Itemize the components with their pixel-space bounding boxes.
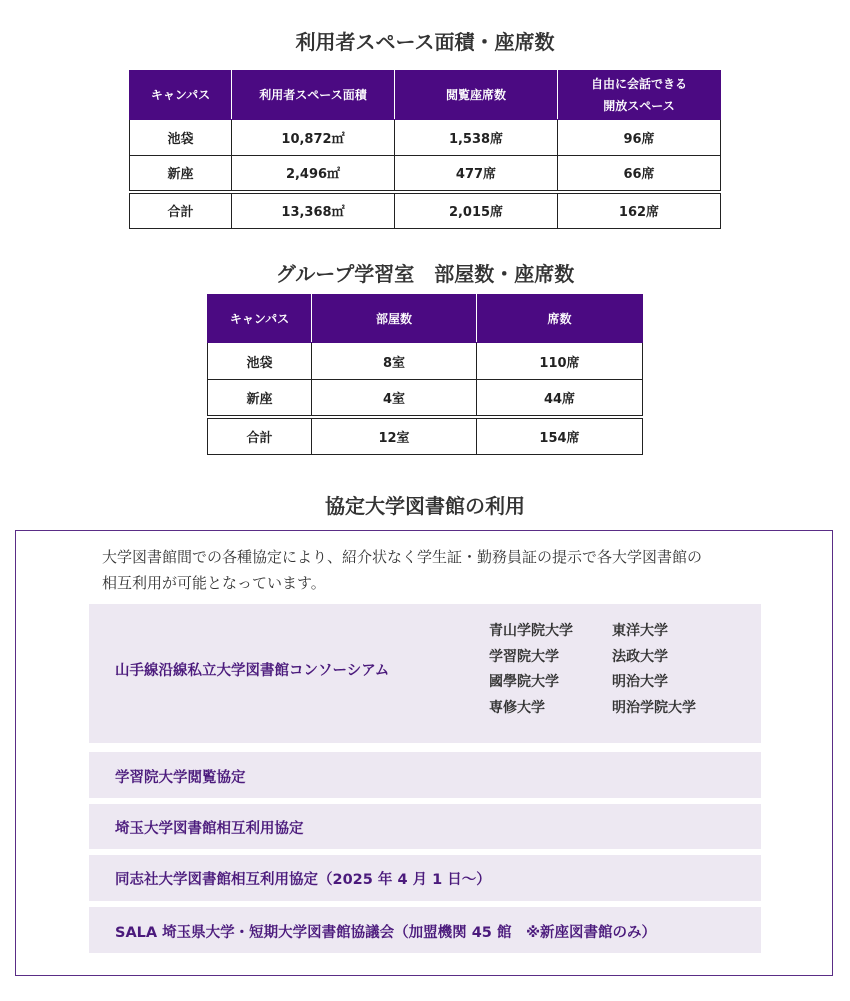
group-table-header-row	[208, 295, 643, 343]
table-row	[208, 343, 643, 380]
list-item: 青山学院大学	[489, 623, 573, 639]
list-item: 専修大学	[489, 699, 545, 716]
agreements-box	[15, 530, 833, 976]
list-item: 法政大学	[612, 648, 668, 665]
campus-cell: 池袋	[130, 120, 232, 156]
list-item: 学習院大学	[489, 648, 559, 665]
area-cell: 2,496㎡	[232, 156, 395, 192]
header-campus: キャンパス	[130, 71, 232, 120]
total-reading-seats-cell: 2,015席	[395, 192, 558, 229]
agreement-title: SALA 埼玉県大学・短期大学図書館協議会（加盟機関 45 館 ※新座図書館のみ）	[115, 925, 657, 941]
space-table	[129, 70, 721, 229]
intro-line-2: 相互利用が可能となっています。	[102, 574, 326, 592]
intro-line-1: 大学図書館間での各種協定により、紹介状なく学生証・勤務員証の提示で各大学図書館の	[102, 548, 703, 566]
agreement-panel	[89, 907, 761, 953]
reading-seats-cell: 1,538席	[395, 120, 558, 156]
agreement-panel	[89, 855, 761, 901]
consortium-panel	[89, 604, 761, 743]
list-item: 明治大学	[612, 674, 668, 690]
seat-count-cell: 44席	[477, 380, 643, 417]
table-row	[130, 120, 721, 156]
table-row	[208, 380, 643, 417]
header-reading-seats: 閲覧座席数	[395, 71, 558, 120]
room-count-cell: 4室	[312, 380, 477, 417]
total-row	[208, 417, 643, 455]
open-space-cell: 66席	[558, 156, 721, 192]
agreement-panel	[89, 752, 761, 798]
agreement-title: 同志社大学図書館相互利用協定（2025 年 4 月 1 日～）	[115, 872, 491, 888]
header-seat-count: 席数	[477, 295, 643, 343]
total-row	[130, 192, 721, 229]
total-area-cell: 13,368㎡	[232, 192, 395, 229]
header-campus: キャンパス	[208, 295, 312, 343]
consortium-title: 山手線沿線私立大学図書館コンソーシアム	[115, 663, 390, 679]
agreement-panel	[89, 804, 761, 849]
space-table-header-row	[130, 71, 721, 120]
total-open-space-cell: 162席	[558, 192, 721, 229]
total-label-cell: 合計	[130, 192, 232, 229]
space-section-title: 利用者スペース面積・座席数	[295, 30, 555, 54]
header-open-space: 自由に会話できる 開放スペース	[558, 71, 721, 120]
table-row	[130, 156, 721, 192]
open-space-cell: 96席	[558, 120, 721, 156]
campus-cell: 新座	[130, 156, 232, 192]
agreements-intro	[102, 544, 792, 596]
header-room-count: 部屋数	[312, 295, 477, 343]
agreement-title: 埼玉大学図書館相互利用協定	[115, 821, 304, 837]
campus-cell: 新座	[208, 380, 312, 417]
total-label-cell: 合計	[208, 417, 312, 455]
consortium-university-list	[489, 620, 722, 722]
room-count-cell: 8室	[312, 343, 477, 380]
area-cell: 10,872㎡	[232, 120, 395, 156]
seat-count-cell: 110席	[477, 343, 643, 380]
group-section-title: グループ学習室 部屋数・座席数	[275, 262, 575, 286]
group-room-table	[207, 294, 643, 455]
list-item: 國學院大学	[489, 674, 559, 690]
campus-cell: 池袋	[208, 343, 312, 380]
agreements-section-title: 協定大学図書館の利用	[325, 494, 525, 518]
total-seat-count-cell: 154席	[477, 417, 643, 455]
reading-seats-cell: 477席	[395, 156, 558, 192]
header-user-space-area: 利用者スペース面積	[232, 71, 395, 120]
list-item: 東洋大学	[612, 623, 668, 639]
list-item: 明治学院大学	[612, 699, 696, 716]
agreement-title: 学習院大学閲覧協定	[115, 770, 246, 786]
total-room-count-cell: 12室	[312, 417, 477, 455]
